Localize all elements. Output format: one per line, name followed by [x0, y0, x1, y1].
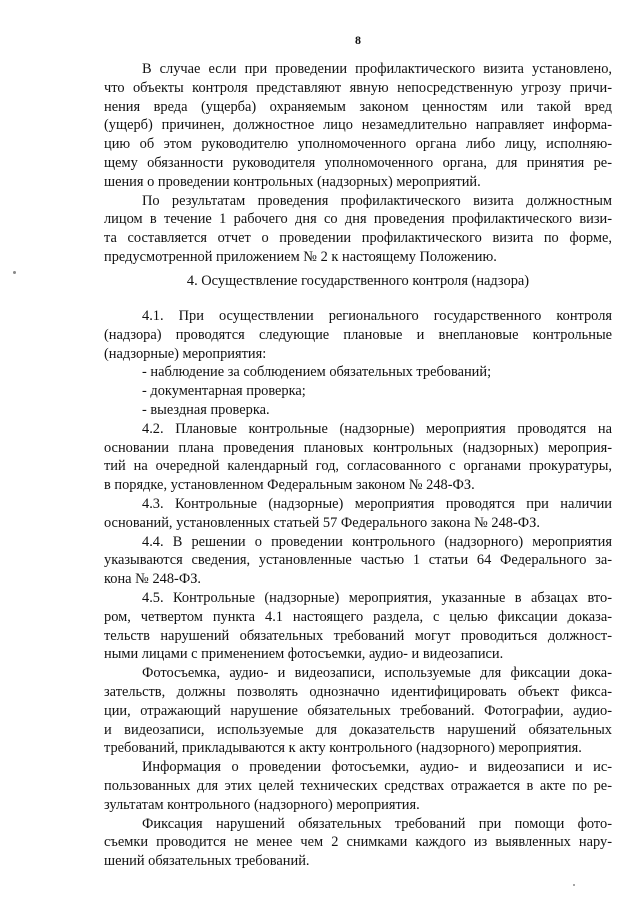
- text-line: щему обязанности руководителя уполномоченного органа, для принятия ре-: [104, 154, 612, 171]
- text-line: Информация о проведении фотосъемки, аудио- и видеозаписи и ис-: [142, 759, 612, 776]
- text-line: оснований, установленных статьей 57 Федерального закона № 248-ФЗ.: [104, 514, 540, 531]
- body-text-block-2: [104, 307, 612, 871]
- text-line: тельств нарушений обязательных требований могут проводиться должност-: [104, 627, 612, 644]
- text-line: Фотосъемка, аудио- и видеозаписи, используемые для фиксации дока-: [142, 665, 612, 682]
- text-line: (ущерб) причинен, должностное лицо незамедлительно направляет информа-: [104, 117, 612, 134]
- text-line: что объекты контроля представляют явную непосредственную угрозу причи-: [104, 79, 612, 96]
- text-line: 4.5. Контрольные (надзорные) мероприятия, указанные в абзацах вто-: [142, 589, 612, 606]
- page-number: 8: [355, 33, 361, 47]
- text-line: ции, отражающий нарушение обязательных требований. Фотографии, аудио-: [104, 702, 612, 719]
- scan-speck: [13, 271, 16, 274]
- text-line: основании плана проведения плановых контрольных (надзорных) мероприя-: [104, 439, 612, 456]
- body-text-block-1: [104, 60, 612, 267]
- text-line: 4.4. В решении о проведении контрольного (надзорного) мероприятия: [142, 533, 612, 550]
- text-line: (надзорные) мероприятия:: [104, 345, 267, 362]
- text-line: и видеозаписи, используемые для доказательств нарушений обязательных: [104, 721, 612, 738]
- text-line: лицом в течение 1 рабочего дня со дня проведения профилактического визи-: [104, 211, 612, 228]
- text-line: пользованных для этих целей технических средствах отражается в акте по ре-: [104, 777, 612, 794]
- text-line: ными лицами с применением фотосъемки, аудио- и видеозаписи.: [104, 646, 504, 663]
- scan-speck: [573, 884, 575, 886]
- text-line: (надзора) проводятся следующие плановые и внеплановые контрольные: [104, 326, 612, 343]
- text-line: шения о проведении контрольных (надзорных) мероприятий.: [104, 173, 481, 190]
- text-line: съемки проводится не менее чем 2 снимками каждого из выявленных нару-: [104, 834, 612, 851]
- text-line: 4.3. Контрольные (надзорные) мероприятия проводятся при наличии: [142, 495, 612, 512]
- text-line: кона № 248-ФЗ.: [104, 571, 202, 588]
- text-line: Фиксация нарушений обязательных требований при помощи фото-: [142, 815, 612, 832]
- text-line: - наблюдение за соблюдением обязательных требований;: [142, 364, 492, 381]
- text-line: тий на очередной календарный год, согласованного с органами прокуратуры,: [104, 458, 612, 475]
- text-line: предусмотренной приложением № 2 к настоящему Положению.: [104, 248, 497, 265]
- text-line: ром, четвертом пункта 4.1 настоящего раздела, с целью фиксации доказа-: [104, 608, 612, 625]
- text-line: цию об этом руководителю уполномоченного органа либо лицу, исполняю-: [104, 136, 612, 153]
- text-line: та составляется отчет о проведении профилактического визита по форме,: [104, 230, 612, 247]
- text-line: шений обязательных требований.: [104, 853, 310, 870]
- text-line: в порядке, установленном Федеральным законом № 248-ФЗ.: [104, 477, 475, 494]
- text-line: - документарная проверка;: [142, 383, 306, 400]
- text-line: указываются сведения, установленные частью 1 статьи 64 Федерального за-: [104, 552, 612, 569]
- text-line: зультатам контрольного (надзорного) мероприятия.: [104, 796, 420, 813]
- text-line: 4.2. Плановые контрольные (надзорные) мероприятия проводятся на: [142, 420, 612, 437]
- text-line: 4.1. При осуществлении регионального государственного контроля: [142, 308, 612, 324]
- text-line: В случае если при проведении профилактического визита установлено,: [142, 61, 612, 77]
- text-line: зательств, должны позволять однозначно идентифицировать объект фикса-: [104, 683, 612, 700]
- text-line: - выездная проверка.: [142, 401, 270, 418]
- text-line: требований, прикладываются к акту контрольного (надзорного) мероприятия.: [104, 740, 582, 757]
- section-heading: 4. Осуществление государственного контроля (надзора): [186, 273, 530, 289]
- text-line: По результатам проведения профилактического визита должностным: [142, 192, 612, 209]
- text-line: нения вреда (ущерба) охраняемым законом ценностям или такой вред: [104, 98, 612, 115]
